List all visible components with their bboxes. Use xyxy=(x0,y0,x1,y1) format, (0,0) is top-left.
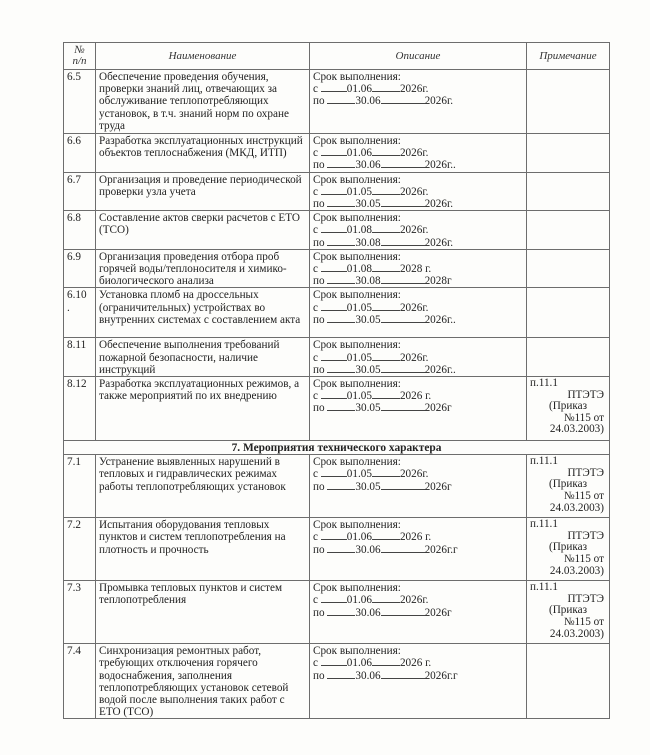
header-desc: Описание xyxy=(310,43,527,70)
from-prefix: с xyxy=(313,390,318,403)
to-blank xyxy=(327,678,355,679)
to-year: 2026г.г xyxy=(424,543,458,556)
header-num-line2: п/п xyxy=(72,55,87,67)
deadline-to xyxy=(313,95,523,107)
to-blank xyxy=(327,167,355,168)
to-prefix: по xyxy=(313,198,325,211)
to-date: 30.05 xyxy=(355,198,381,211)
from-date: 01.06 xyxy=(346,147,372,160)
row-number xyxy=(64,288,96,338)
from-prefix: с xyxy=(313,594,318,607)
from-blank-2 xyxy=(372,232,400,233)
header-row xyxy=(64,43,610,70)
row-number xyxy=(64,581,96,644)
deadline-label: Срок выполнения: xyxy=(313,582,401,595)
to-prefix: по xyxy=(313,402,325,415)
section-title: 7. Мероприятия технического характера xyxy=(64,441,610,455)
from-year: 2028 г. xyxy=(399,263,432,276)
deadline-label: Срок выполнения: xyxy=(313,250,401,263)
table-row xyxy=(64,134,610,173)
row-number-line1: 6.10 xyxy=(67,289,87,302)
row-number xyxy=(64,70,96,134)
note-line: п.11.1 xyxy=(530,518,558,531)
row-number xyxy=(64,518,96,581)
row-number-text: 8.12 xyxy=(67,378,87,391)
to-prefix: по xyxy=(313,480,325,493)
note-line: №115 от xyxy=(563,411,604,424)
deadline-from xyxy=(313,352,523,364)
row-number xyxy=(64,377,96,441)
to-blank xyxy=(327,615,355,616)
note-line: №115 от xyxy=(563,553,604,566)
note-line: (Приказ xyxy=(548,400,588,413)
note-line: 24.03.2003) xyxy=(549,501,604,514)
row-number xyxy=(64,211,96,250)
from-blank-2 xyxy=(372,665,400,666)
table-row xyxy=(64,70,610,134)
note-line: 24.03.2003) xyxy=(549,564,604,577)
to-year: 2026г xyxy=(424,480,452,493)
from-date: 01.06 xyxy=(346,531,372,544)
measures-table xyxy=(63,42,610,719)
note-line: ПТЭТЭ xyxy=(567,388,604,401)
from-date: 01.05 xyxy=(346,351,372,364)
deadline-from xyxy=(313,224,523,236)
from-blank-2 xyxy=(372,194,400,195)
from-prefix: с xyxy=(313,351,318,364)
deadline-label: Срок выполнения: xyxy=(313,289,401,302)
from-blank xyxy=(321,665,347,666)
row-number-text: 8.11 xyxy=(67,339,87,352)
from-blank-2 xyxy=(372,398,400,399)
from-year: 2026 г. xyxy=(399,657,432,670)
note-line: ПТЭТЭ xyxy=(567,529,604,542)
from-blank-2 xyxy=(372,91,400,92)
from-blank xyxy=(321,602,347,603)
note-line: №115 от xyxy=(563,616,604,629)
deadline-label: Срок выполнения: xyxy=(313,519,401,532)
row-number-text: 7.4 xyxy=(67,645,81,658)
deadline-to xyxy=(313,607,523,619)
table-body-a xyxy=(64,70,610,441)
to-date: 30.06 xyxy=(355,95,381,108)
deadline-to xyxy=(313,670,523,682)
deadline-from xyxy=(313,147,523,159)
from-blank-2 xyxy=(372,360,400,361)
from-prefix: с xyxy=(313,147,318,160)
row-number-text: 6.9 xyxy=(67,250,81,263)
deadline-from xyxy=(313,594,523,606)
from-blank-2 xyxy=(372,539,400,540)
deadline-from xyxy=(313,302,523,314)
from-blank xyxy=(321,310,347,311)
to-year: 2026г xyxy=(424,402,452,415)
row-name: Составление актов сверки расчетов с ЕТО (ТСО) xyxy=(96,211,310,250)
from-blank xyxy=(321,155,347,156)
to-blank-2 xyxy=(381,206,425,207)
from-blank xyxy=(321,360,347,361)
to-blank xyxy=(327,410,355,411)
to-blank-2 xyxy=(381,678,425,679)
deadline-from xyxy=(313,83,523,95)
row-number-text: 7.2 xyxy=(67,519,81,532)
table-row xyxy=(64,288,610,338)
note-line: п.11.1 xyxy=(530,581,558,594)
row-name: Обеспечение выполнения требований пожарной безопасности, наличие инструкций xyxy=(96,338,310,377)
from-blank xyxy=(321,194,347,195)
row-name: Обеспечение проведения обучения, проверки знаний лиц, отвечающих за обслуживание теплопотребляющих установок, в т.ч. знаний норм по охране труда xyxy=(96,70,310,134)
row-description xyxy=(310,211,527,250)
deadline-to xyxy=(313,159,523,171)
to-blank-2 xyxy=(381,167,425,168)
to-date: 30.05 xyxy=(355,402,381,415)
to-date: 30.06 xyxy=(355,543,381,556)
table-row xyxy=(64,455,610,518)
row-note xyxy=(527,644,610,719)
deadline-label: Срок выполнения: xyxy=(313,71,401,83)
deadline-to xyxy=(313,314,523,326)
to-year: 2026г.г xyxy=(424,669,458,682)
row-description xyxy=(310,455,527,518)
table-row xyxy=(64,338,610,377)
row-number xyxy=(64,134,96,173)
row-name: Устранение выявленных нарушений в тепловых и гидравлических режимах работы теплопотребляющих установок xyxy=(96,455,310,518)
deadline-to xyxy=(313,237,523,249)
to-blank-2 xyxy=(381,552,425,553)
from-date: 01.05 xyxy=(346,185,372,198)
from-date: 01.06 xyxy=(346,83,372,96)
section-body xyxy=(64,441,610,455)
row-name: Испытания оборудования тепловых пунктов и систем теплопотребления на плотность и прочность xyxy=(96,518,310,581)
to-blank xyxy=(327,283,355,284)
note-line: 24.03.2003) xyxy=(549,627,604,640)
deadline-label: Срок выполнения: xyxy=(313,645,401,658)
to-blank xyxy=(327,245,355,246)
deadline-from xyxy=(313,263,523,275)
from-blank xyxy=(321,271,347,272)
from-prefix: с xyxy=(313,468,318,481)
to-blank xyxy=(327,322,355,323)
to-blank-2 xyxy=(381,322,425,323)
row-note xyxy=(527,338,610,377)
to-blank-2 xyxy=(381,489,425,490)
from-date: 01.06 xyxy=(346,594,372,607)
row-description xyxy=(310,288,527,338)
from-date: 01.08 xyxy=(346,263,372,276)
to-date: 30.06 xyxy=(355,606,381,619)
row-number-text: 6.5 xyxy=(67,71,81,83)
note-line: ПТЭТЭ xyxy=(567,466,604,479)
to-date: 30.08 xyxy=(355,236,381,249)
row-name: Синхронизация ремонтных работ, требующих отключения горячего водоснабжения, заполнения теплопотребляющих установок сетевой водой после выполнения таких работ с ЕТО (ТСО) xyxy=(96,644,310,719)
row-name: Организация и проведение периодической проверки узла учета xyxy=(96,172,310,211)
row-note xyxy=(527,377,610,441)
deadline-to xyxy=(313,364,523,376)
deadline-label: Срок выполнения: xyxy=(313,456,401,469)
header-note: Примечание xyxy=(527,43,610,70)
from-blank xyxy=(321,539,347,540)
note-line: (Приказ xyxy=(548,604,588,617)
from-year: 2026 г. xyxy=(399,531,432,544)
from-year: 2026г. xyxy=(399,185,429,198)
deadline-from xyxy=(313,186,523,198)
row-description xyxy=(310,644,527,719)
deadline-label: Срок выполнения: xyxy=(313,378,401,391)
from-blank-2 xyxy=(372,155,400,156)
to-prefix: по xyxy=(313,275,325,288)
deadline-to xyxy=(313,275,523,287)
to-year: 2026г. xyxy=(424,95,454,108)
from-blank-2 xyxy=(372,476,400,477)
table-row xyxy=(64,377,610,441)
to-year: 2026г.. xyxy=(424,313,456,326)
to-blank-2 xyxy=(381,245,425,246)
table-row xyxy=(64,644,610,719)
from-date: 01.06 xyxy=(346,657,372,670)
row-number-text: 7.3 xyxy=(67,582,81,595)
to-prefix: по xyxy=(313,543,325,556)
from-prefix: с xyxy=(313,531,318,544)
row-number-text: 6.7 xyxy=(67,173,81,186)
to-prefix: по xyxy=(313,363,325,376)
header-name: Наименование xyxy=(96,43,310,70)
row-note xyxy=(527,134,610,173)
to-blank-2 xyxy=(381,103,425,104)
row-note xyxy=(527,518,610,581)
from-prefix: с xyxy=(313,263,318,276)
from-date: 01.05 xyxy=(346,390,372,403)
from-year: 2026г. xyxy=(399,147,429,160)
row-note xyxy=(527,455,610,518)
header-num-line1: № xyxy=(74,44,85,56)
to-year: 2028г xyxy=(424,275,452,288)
note-line: (Приказ xyxy=(548,541,588,554)
header-num xyxy=(64,43,96,70)
row-number xyxy=(64,338,96,377)
row-number xyxy=(64,172,96,211)
row-number-text: 6.6 xyxy=(67,135,81,147)
row-name: Разработка эксплуатационных режимов, а также мероприятий по их внедрению xyxy=(96,377,310,441)
from-year: 2026 г. xyxy=(399,390,432,403)
to-date: 30.08 xyxy=(355,275,381,288)
row-number xyxy=(64,249,96,288)
to-prefix: по xyxy=(313,669,325,682)
deadline-to xyxy=(313,198,523,210)
to-date: 30.05 xyxy=(355,313,381,326)
to-prefix: по xyxy=(313,95,325,108)
from-prefix: с xyxy=(313,83,318,96)
note-line: (Приказ xyxy=(548,478,588,491)
from-blank xyxy=(321,476,347,477)
table-row xyxy=(64,172,610,211)
note-line: п.11.1 xyxy=(530,377,558,390)
to-blank xyxy=(327,372,355,373)
to-blank xyxy=(327,552,355,553)
deadline-label: Срок выполнения: xyxy=(313,135,401,147)
row-name: Организация проведения отбора проб горячей воды/теплоносителя и химико-биологического анализа xyxy=(96,249,310,288)
row-description xyxy=(310,518,527,581)
row-number-text: 6.8 xyxy=(67,212,81,225)
from-blank-2 xyxy=(372,271,400,272)
from-date: 01.05 xyxy=(346,468,372,481)
from-blank xyxy=(321,91,347,92)
row-note xyxy=(527,249,610,288)
to-year: 2026г.. xyxy=(424,159,456,172)
to-date: 30.06 xyxy=(355,159,381,172)
row-number-text: 7.1 xyxy=(67,456,81,469)
row-number xyxy=(64,644,96,719)
table-row xyxy=(64,581,610,644)
row-note xyxy=(527,581,610,644)
deadline-to xyxy=(313,402,523,414)
from-year: 2026г. xyxy=(399,594,429,607)
to-blank xyxy=(327,206,355,207)
deadline-label: Срок выполнения: xyxy=(313,212,401,225)
deadline-from xyxy=(313,468,523,480)
note-line: ПТЭТЭ xyxy=(567,592,604,605)
from-year: 2026г. xyxy=(399,301,429,314)
to-year: 2026г. xyxy=(424,198,454,211)
from-blank-2 xyxy=(372,602,400,603)
row-description xyxy=(310,172,527,211)
to-blank-2 xyxy=(381,410,425,411)
table-row xyxy=(64,211,610,250)
table-body-b xyxy=(64,455,610,719)
deadline-to xyxy=(313,544,523,556)
from-date: 01.08 xyxy=(346,224,372,237)
row-description xyxy=(310,338,527,377)
to-year: 2026г. xyxy=(424,236,454,249)
note-line: п.11.1 xyxy=(530,455,558,468)
note-line: №115 от xyxy=(563,490,604,503)
row-note xyxy=(527,211,610,250)
to-year: 2026г xyxy=(424,606,452,619)
row-description xyxy=(310,134,527,173)
row-description xyxy=(310,377,527,441)
row-number-line2: . xyxy=(67,301,70,314)
from-prefix: с xyxy=(313,301,318,314)
to-blank-2 xyxy=(381,615,425,616)
to-date: 30.05 xyxy=(355,363,381,376)
deadline-from xyxy=(313,657,523,669)
table-row xyxy=(64,518,610,581)
from-year: 2026г. xyxy=(399,351,429,364)
from-prefix: с xyxy=(313,185,318,198)
deadline-label: Срок выполнения: xyxy=(313,173,401,186)
from-blank xyxy=(321,398,347,399)
deadline-label: Срок выполнения: xyxy=(313,339,401,352)
to-year: 2026г.. xyxy=(424,363,456,376)
to-blank xyxy=(327,103,355,104)
from-blank xyxy=(321,232,347,233)
to-prefix: по xyxy=(313,236,325,249)
row-description xyxy=(310,249,527,288)
to-blank-2 xyxy=(381,372,425,373)
row-note xyxy=(527,172,610,211)
row-name: Установка пломб на дроссельных (ограничительных) устройствах во внутренних системах с составлением акта xyxy=(96,288,310,338)
from-blank-2 xyxy=(372,310,400,311)
deadline-from xyxy=(313,531,523,543)
row-description xyxy=(310,581,527,644)
to-blank xyxy=(327,489,355,490)
to-blank-2 xyxy=(381,283,425,284)
deadline-from xyxy=(313,390,523,402)
from-year: 2026г. xyxy=(399,83,429,96)
note-line: 24.03.2003) xyxy=(549,423,604,436)
from-year: 2026г. xyxy=(399,224,429,237)
to-prefix: по xyxy=(313,606,325,619)
table-row xyxy=(64,249,610,288)
from-date: 01.05 xyxy=(346,301,372,314)
to-date: 30.06 xyxy=(355,669,381,682)
row-note xyxy=(527,288,610,338)
to-date: 30.05 xyxy=(355,480,381,493)
from-prefix: с xyxy=(313,657,318,670)
section-row xyxy=(64,441,610,455)
from-prefix: с xyxy=(313,224,318,237)
row-number xyxy=(64,455,96,518)
row-note xyxy=(527,70,610,134)
from-year: 2026г. xyxy=(399,468,429,481)
row-name: Промывка тепловых пунктов и систем теплопотребления xyxy=(96,581,310,644)
to-prefix: по xyxy=(313,313,325,326)
to-prefix: по xyxy=(313,159,325,172)
deadline-to xyxy=(313,481,523,493)
row-description xyxy=(310,70,527,134)
row-name: Разработка эксплуатационных инструкций объектов теплоснабжения (МКД, ИТП) xyxy=(96,134,310,173)
